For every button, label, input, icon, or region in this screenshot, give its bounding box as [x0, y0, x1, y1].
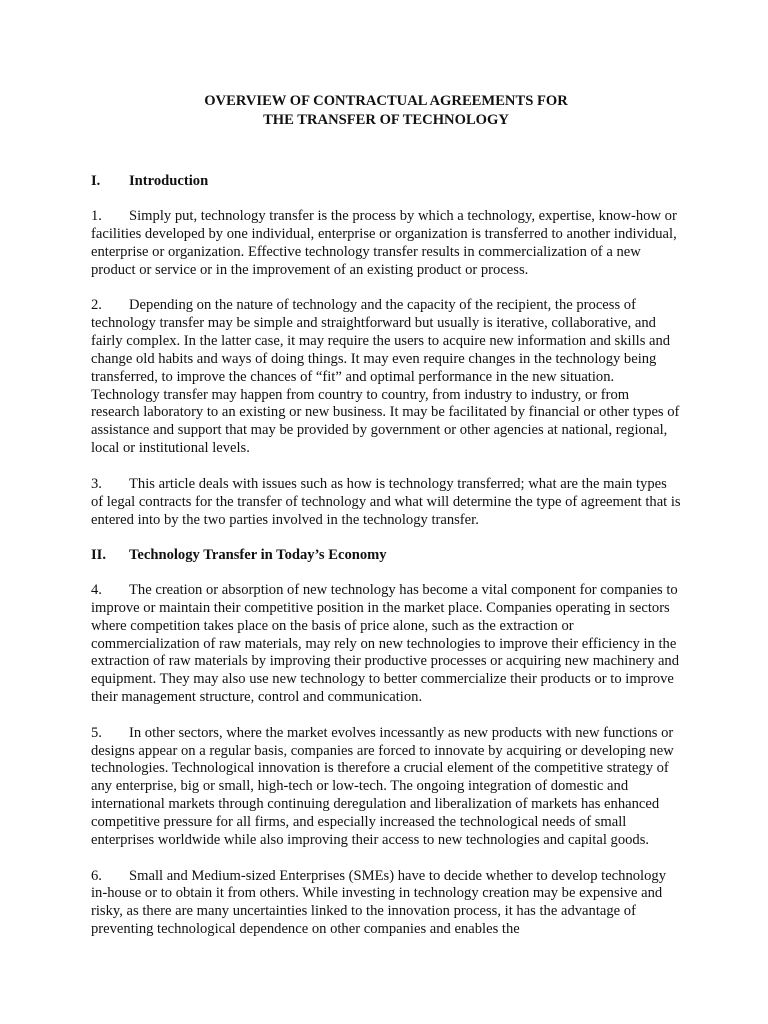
title-line-1: OVERVIEW OF CONTRACTUAL AGREEMENTS FOR — [204, 93, 568, 109]
paragraph-number: 6. — [91, 867, 102, 884]
section-title: Technology Transfer in Today’s Economy — [129, 546, 387, 563]
paragraph-1 — [91, 208, 681, 280]
paragraph-text: The creation or absorption of new technology has become a vital component for companies to improve or maintain their competitive position in the market place. Companies operating in sectors where competition takes place on the basis of price alone, such as the extraction or commercialization of raw materials, may rely on new technologies to improve their efficiency in the extraction of raw materials by improving their productive processes or acquiring new machinery and equipment. They may also use new technology to better commercialize their products or to improve their management structure, control and communication. — [91, 581, 680, 706]
document-page — [91, 92, 681, 939]
paragraph-5 — [91, 725, 681, 850]
section-title: Introduction — [129, 173, 209, 189]
paragraph-4 — [91, 582, 681, 707]
section-heading-technology-transfer — [91, 547, 681, 565]
section-number: I. — [91, 173, 101, 189]
paragraph-text: Depending on the nature of technology and the capacity of the recipient, the process of technology transfer may be simple and straightforward but usually is iterative, collaborative, and fairly complex. In the latter case, it may require the users to acquire new information and skills and change old habits and ways of doing things. It may even require changes in the technology being transferred, to improve the chances of “fit” and optimal performance in the new situation. Technology transfer may happen from country to country, from industry to industry, or from research laboratory to an existing or new business. It may be facilitated by financial or other types of assistance and support that may be provided by government or other agencies at national, regional, local or institutional levels. — [91, 297, 680, 457]
paragraph-number: 2. — [91, 297, 102, 314]
title-line-2: THE TRANSFER OF TECHNOLOGY — [263, 112, 509, 128]
paragraph-6 — [91, 868, 681, 940]
paragraph-text: Simply put, technology transfer is the process by which a technology, expertise, know-how or facilities developed by one individual, enterprise or organization is transferred to another individual, enterprise or organization. Effective technology transfer results in commercialization of a new product or service or in the improvement of an existing product or process. — [91, 207, 677, 278]
section-heading-introduction — [91, 173, 681, 191]
paragraph-3 — [91, 476, 681, 530]
paragraph-number: 4. — [91, 581, 102, 598]
paragraph-text: Small and Medium-sized Enterprises (SMEs) have to decide whether to develop technology in-house or to obtain it from others. While investing in technology creation may be expensive and risky, as there are many uncertainties linked to the innovation process, it has the advantage of preventing technological dependence on other companies and enables the — [91, 867, 666, 938]
paragraph-text: In other sectors, where the market evolves incessantly as new products with new functions or designs appear on a regular basis, companies are forced to innovate by acquiring or developing new technologies. Technological innovation is therefore a crucial element of the competitive strategy of any enterprise, big or small, high-tech or low-tech. The ongoing integration of domestic and international markets through continuing deregulation and liberalization of markets has enhanced competitive pressure for all firms, and especially increased the technological needs of small enterprises worldwide while also improving their access to new technologies and capital goods. — [91, 724, 674, 849]
paragraph-number: 3. — [91, 475, 102, 492]
section-number: II. — [91, 546, 107, 563]
document-title — [91, 92, 681, 130]
paragraph-text: This article deals with issues such as how is technology transferred; what are the main types of legal contracts for the transfer of technology and what will determine the type of agreement that is entered into by the two parties involved in the technology transfer. — [91, 475, 681, 528]
paragraph-number: 1. — [91, 207, 102, 224]
paragraph-number: 5. — [91, 724, 102, 741]
paragraph-2 — [91, 297, 681, 458]
